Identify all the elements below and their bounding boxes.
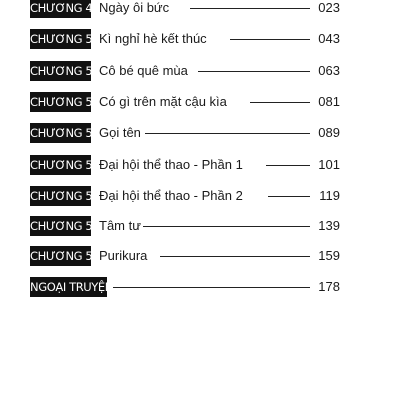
page-number: 063: [318, 63, 340, 78]
dotted-leader: [143, 226, 310, 227]
chapter-title: Ngày ôi bức: [99, 0, 170, 15]
dotted-leader: [230, 39, 310, 40]
chapter-title: Tâm tư: [99, 218, 141, 233]
chapter-title: Đại hội thể thao - Phần 2: [99, 188, 243, 203]
dotted-leader: [145, 133, 310, 134]
chapter-badge: NGOẠI TRUYỆN: [30, 277, 107, 297]
chapter-title: Gọi tên: [99, 125, 141, 140]
dotted-leader: [190, 8, 310, 9]
toc-row-chapter-53: [30, 123, 340, 143]
page-number: 101: [318, 157, 340, 172]
toc-row-chapter-52: [30, 92, 340, 112]
page-number: 081: [318, 94, 340, 109]
chapter-badge: CHƯƠNG 54: [30, 155, 91, 175]
chapter-title: Purikura: [99, 248, 148, 263]
chapter-title: Đại hội thể thao - Phần 1: [99, 157, 243, 172]
toc-row-chapter-55: [30, 186, 340, 206]
chapter-badge: CHƯƠNG 56: [30, 216, 91, 236]
dotted-leader: [250, 102, 310, 103]
chapter-badge: CHƯƠNG 55: [30, 186, 91, 206]
dotted-leader: [160, 256, 310, 257]
toc-row-chapter-56: [30, 216, 340, 236]
chapter-title: Có gì trên mặt cậu kìa: [99, 94, 227, 109]
chapter-badge: CHƯƠNG 52: [30, 92, 91, 112]
dotted-leader: [113, 287, 310, 288]
page-number: 178: [318, 279, 340, 294]
chapter-title: Cô bé quê mùa: [99, 63, 188, 78]
page-number: 139: [318, 218, 340, 233]
toc-row-chapter-54: [30, 155, 340, 175]
chapter-badge: CHƯƠNG 57: [30, 246, 91, 266]
page-number: 159: [318, 248, 340, 263]
chapter-badge: CHƯƠNG 53: [30, 123, 91, 143]
dotted-leader: [268, 196, 310, 197]
dotted-leader: [266, 165, 310, 166]
page-number: 089: [318, 125, 340, 140]
toc-row-extra: [30, 277, 340, 297]
page-number: 119: [319, 188, 340, 203]
chapter-badge: CHƯƠNG 51: [30, 61, 91, 81]
toc-row-chapter-57: [30, 246, 340, 266]
chapter-title: Kì nghỉ hè kết thúc: [99, 31, 207, 46]
page-number: 043: [318, 31, 340, 46]
page-number: 023: [318, 0, 340, 15]
chapter-badge: CHƯƠNG 50: [30, 29, 91, 49]
dotted-leader: [198, 71, 310, 72]
toc-row-chapter-50: [30, 29, 340, 49]
toc-row-chapter-49: [30, 0, 340, 18]
chapter-badge: CHƯƠNG 49: [30, 0, 91, 18]
toc-row-chapter-51: [30, 61, 340, 81]
